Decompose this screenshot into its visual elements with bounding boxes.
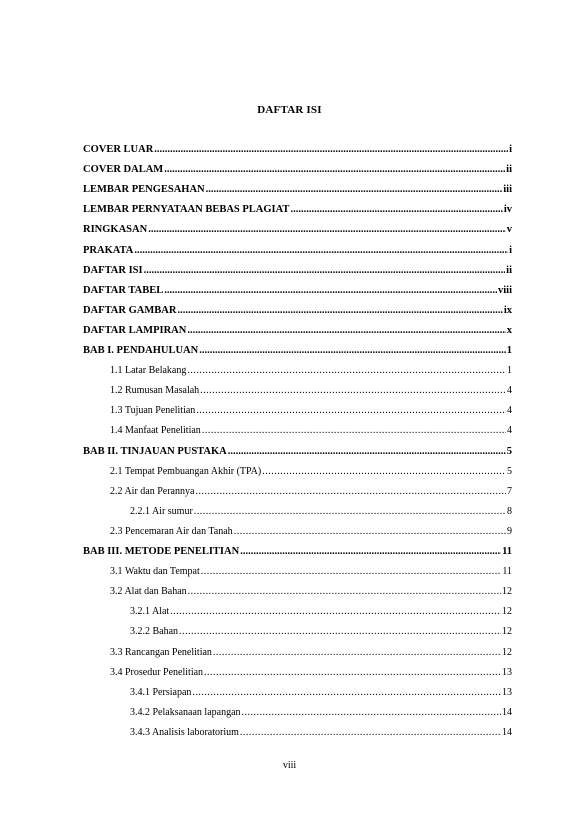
toc-entry [83,285,512,297]
toc-entry-page: i [509,244,512,256]
toc-leader-dots [240,546,501,558]
toc-entry-page: 4 [507,425,512,437]
toc-entry-page: iv [503,204,512,216]
toc-entry-page: 4 [507,385,512,397]
toc-entry-page: 5 [506,445,512,457]
toc-entry-page: 12 [502,646,512,658]
toc-entry-label: 2.1 Tempat Pembuangan Akhir (TPA) [110,465,262,477]
toc-entry-page: ix [503,304,512,316]
toc-leader-dots [202,425,506,437]
toc-leader-dots [228,446,506,458]
toc-entry-label: 3.2 Alat dan Bahan [110,586,187,598]
toc-entry [130,606,512,618]
toc-leader-dots [187,325,505,337]
toc-entry-label: 2.3 Pencemaran Air dan Tanah [110,525,233,537]
toc-entry-label: BAB III. METODE PENELITIAN [83,546,240,557]
toc-entry-label: 2.2 Air dan Perannya [110,485,195,497]
toc-leader-dots [199,345,506,357]
toc-entry-label: 3.3 Rancangan Penelitian [110,646,212,658]
toc-entry [130,506,512,518]
toc-entry-page: v [506,224,512,236]
toc-entry-label: RINGKASAN [83,224,148,236]
toc-entry-label: 3.4 Prosedur Penelitian [110,666,204,678]
toc-leader-dots [201,566,502,578]
toc-leader-dots [148,224,506,236]
toc-leader-dots [187,365,506,377]
toc-entry [110,405,512,417]
toc-entry [110,466,512,478]
toc-entry-label: 3.2.1 Alat [130,606,170,618]
toc-entry-page: viii [497,284,512,296]
toc-entry [83,325,512,337]
toc-entry-page: 4 [507,405,512,417]
toc-entry-label: DAFTAR ISI [83,264,143,276]
toc-entry-page: 8 [507,505,512,517]
toc-entry-label: 1.4 Manfaat Penelitian [110,425,201,437]
toc-entry [130,626,512,638]
toc-entry [130,687,512,699]
toc-leader-dots [213,647,501,659]
toc-entry [83,245,512,257]
toc-leader-dots [240,727,501,739]
toc-entry [110,647,512,659]
toc-entry [83,546,512,558]
toc-entry-label: 1.3 Tujuan Penelitian [110,405,196,417]
toc-entry-label: COVER LUAR [83,144,154,155]
toc-leader-dots [170,606,501,618]
toc-entry-page: 7 [507,485,512,497]
toc-entry-page: 13 [502,686,512,698]
toc-leader-dots [234,526,506,538]
toc-leader-dots [134,245,508,257]
toc-entry-label: 3.1 Waktu dan Tempat [110,566,200,578]
toc-entry-page: 14 [502,726,512,738]
toc-entry [110,566,512,578]
toc-entry [110,365,512,377]
toc-leader-dots [164,285,497,297]
toc-entry-page: i [509,144,512,155]
toc-entry-page: 12 [502,606,512,618]
toc-entry-label: PRAKATA [83,244,134,256]
toc-entry [110,385,512,397]
toc-leader-dots [194,506,506,518]
toc-leader-dots [200,385,506,397]
page-number: viii [282,760,297,771]
toc-entry-label: BAB II. TINJAUAN PUSTAKA [83,445,227,457]
toc-entry [130,707,512,719]
toc-entry-page: ii [506,264,512,276]
toc-leader-dots [192,687,501,699]
toc-leader-dots [290,204,502,216]
toc-entry [83,204,512,216]
toc-entry-label: DAFTAR LAMPIRAN [83,324,187,336]
toc-entry-page: x [506,324,512,336]
toc-entry [83,446,512,458]
toc-entry [83,164,512,176]
toc-entry [110,486,512,498]
toc-leader-dots [262,466,506,478]
toc-entry-label: 1.2 Rumusan Masalah [110,385,200,397]
toc-entry-page: 12 [502,626,512,638]
toc-entry [110,526,512,538]
toc-entry-page: 11 [502,566,512,578]
toc-leader-dots [242,707,501,719]
toc-leader-dots [179,626,501,638]
toc-entry [83,305,512,317]
toc-entry [83,144,512,156]
page-title: DAFTAR ISI [257,104,322,116]
toc-entry-page: 14 [502,706,512,718]
toc-entry-label: LEMBAR PERNYATAAN BEBAS PLAGIAT [83,204,290,216]
toc-entry-label: COVER DALAM [83,164,164,176]
toc-entry-label: BAB I. PENDAHULUAN [83,345,199,356]
toc-entry [110,586,512,598]
toc-entry [83,265,512,277]
toc-leader-dots [164,164,505,176]
toc-entry-page: 12 [502,586,512,598]
toc-entry-page: 5 [507,465,512,477]
toc-entry-label: 3.4.2 Pelaksanaan lapangan [130,706,241,718]
toc-entry-page: 13 [502,666,512,678]
toc-entry [83,224,512,236]
toc-leader-dots [154,144,508,156]
toc-leader-dots [188,586,501,598]
toc-entry-label: 3.4.1 Persiapan [130,686,192,698]
toc-entry-page: iii [503,184,512,196]
toc-leader-dots [177,305,502,317]
toc-leader-dots [144,265,506,277]
toc-entry-label: LEMBAR PENGESAHAN [83,184,205,196]
toc-entry [83,345,512,357]
toc-entry-page: ii [506,164,512,176]
toc-entry [110,667,512,679]
toc-leader-dots [204,667,501,679]
toc-entry-label: 3.2.2 Bahan [130,626,179,638]
toc-entry [130,727,512,739]
toc-entry-label: DAFTAR TABEL [83,284,164,296]
toc-leader-dots [195,486,506,498]
toc-leader-dots [196,405,506,417]
toc-leader-dots [206,184,503,196]
toc-entry-label: DAFTAR GAMBAR [83,304,177,316]
toc-entry-label: 2.2.1 Air sumur [130,505,193,517]
toc-entry [110,425,512,437]
toc-entry-page: 1 [506,345,512,356]
toc-entry-page: 9 [507,525,512,537]
toc-entry [83,184,512,196]
toc-entry-page: 1 [507,365,512,377]
toc-entry-label: 1.1 Latar Belakang [110,365,187,377]
toc-entry-page: 11 [502,546,512,557]
toc-entry-label: 3.4.3 Analisis laboratorium [130,726,239,738]
